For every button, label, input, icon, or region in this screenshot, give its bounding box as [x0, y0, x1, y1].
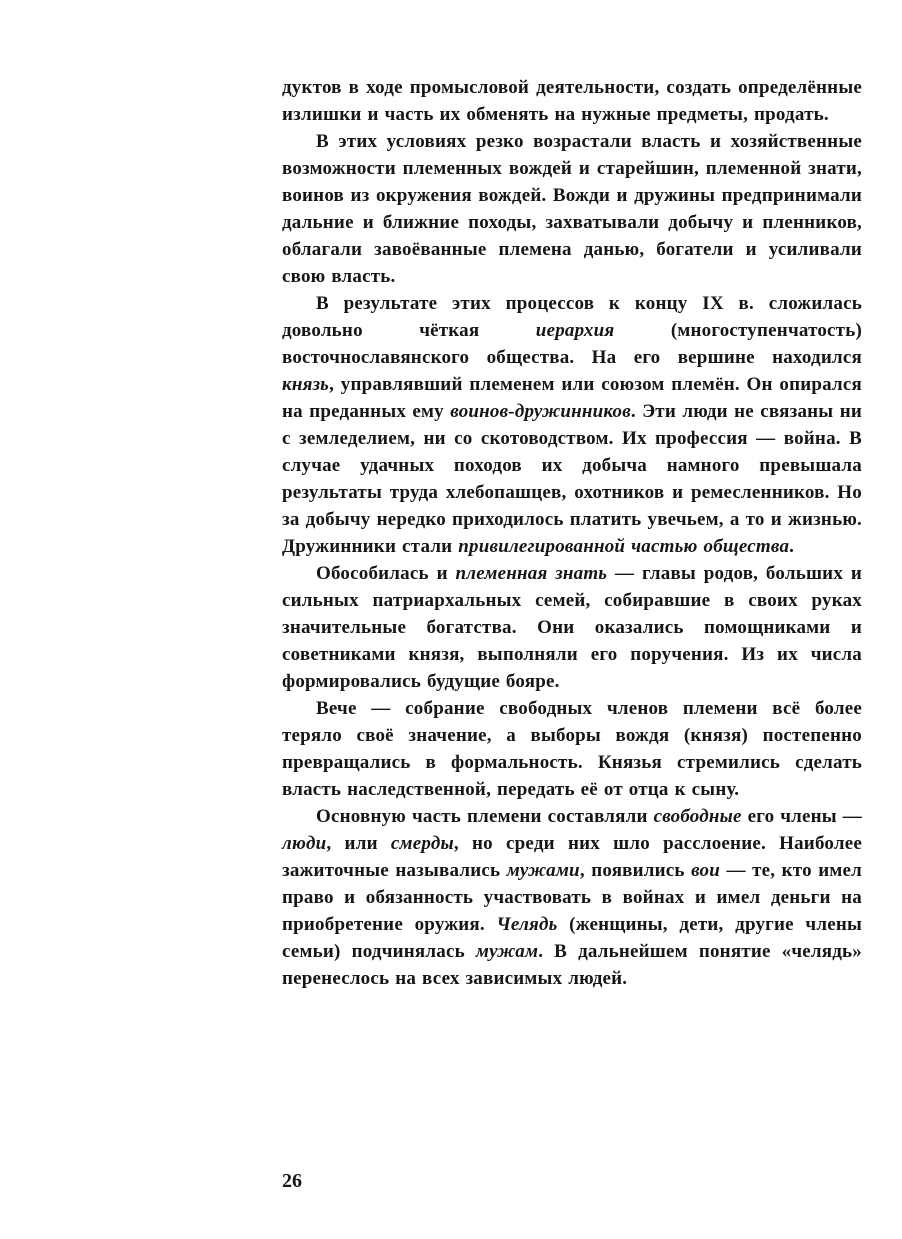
paragraph	[282, 803, 862, 992]
text-run: , управлявший племенем или союзом племён. Он опирался на преданных ему	[282, 374, 862, 422]
text-run: Основную часть племени составляли	[316, 806, 654, 827]
text-run: (женщины, дети, другие члены семьи) подчинялась	[282, 914, 863, 962]
emphasized-text-run: мужами	[506, 860, 580, 881]
emphasized-text-run: племенная знать	[455, 563, 608, 584]
text-column	[282, 74, 862, 992]
emphasized-text-run: вои	[691, 860, 721, 881]
text-run: , но среди них шло расслоение. Наиболее зажиточные назывались	[282, 833, 862, 881]
text-run: . В дальнейшем понятие «челядь» перенеслось на всех зависимых людей.	[282, 941, 862, 989]
emphasized-text-run: иерархия	[535, 320, 615, 341]
emphasized-text-run: люди	[282, 833, 327, 854]
emphasized-text-run: мужам	[475, 941, 539, 962]
text-run: В этих условиях резко возрастали власть и хозяйственные возможности племенных вождей и старейшин, племенной знати, воинов из окружения вождей. Вожди и дружины предпринимали дальние и ближние походы, захватывали добычу и пленников, облагали завоёванные племена данью, богатели и усиливали свою власть.	[282, 131, 862, 287]
paragraph	[282, 74, 862, 128]
emphasized-text-run: привилегированной частью общества	[458, 536, 790, 557]
paragraph	[282, 128, 862, 290]
text-run: его члены —	[741, 806, 863, 827]
emphasized-text-run: свободные	[653, 806, 742, 827]
text-run: — те, кто имел право и обязанность участвовать в войнах и имел деньги на приобретение оружия.	[282, 860, 863, 935]
emphasized-text-run: воинов-дружинников	[450, 401, 631, 422]
text-run: , появились	[579, 860, 692, 881]
paragraph	[282, 560, 862, 695]
paragraph	[282, 695, 862, 803]
text-run: Обособилась и	[316, 563, 456, 584]
text-run: (многоступенчатость) восточнославянского общества. На его вершине находился	[282, 320, 862, 368]
paragraph	[282, 290, 862, 560]
text-run: . Эти люди не связаны ни с земледелием, ни со скотоводством. Их профессия — война. В случае удачных походов их добыча намного превышала результаты труда хлебопашцев, охотников и ремесленников. Но за добычу нередко приходилось платить увечьем, а то и жизнью. Дружинники стали	[282, 401, 862, 557]
text-run: , или	[326, 833, 391, 854]
text-run: В результате этих процессов к концу IX в. сложилась довольно чёткая	[282, 293, 862, 341]
emphasized-text-run: Челядь	[496, 914, 558, 935]
page-number: 26	[282, 1170, 302, 1192]
text-run: Вече — собрание свободных членов племени всё более теряло своё значение, а выборы вождя (князя) постепенно превращались в формальность. Князья стремились сделать власть наследственной, передать её от отца к сыну.	[282, 698, 862, 800]
text-run: — главы родов, больших и сильных патриархальных семей, собиравшие в своих руках значительные богатства. Они оказались помощниками и советниками князя, выполняли его поручения. Из их числа формировались будущие бояре.	[282, 563, 862, 692]
text-run: .	[789, 536, 795, 557]
text-run: дуктов в ходе промысловой деятельности, создать определённые излишки и часть их обменять на нужные предметы, продать.	[282, 77, 862, 125]
emphasized-text-run: смерды	[390, 833, 454, 854]
emphasized-text-run: князь	[282, 374, 330, 395]
